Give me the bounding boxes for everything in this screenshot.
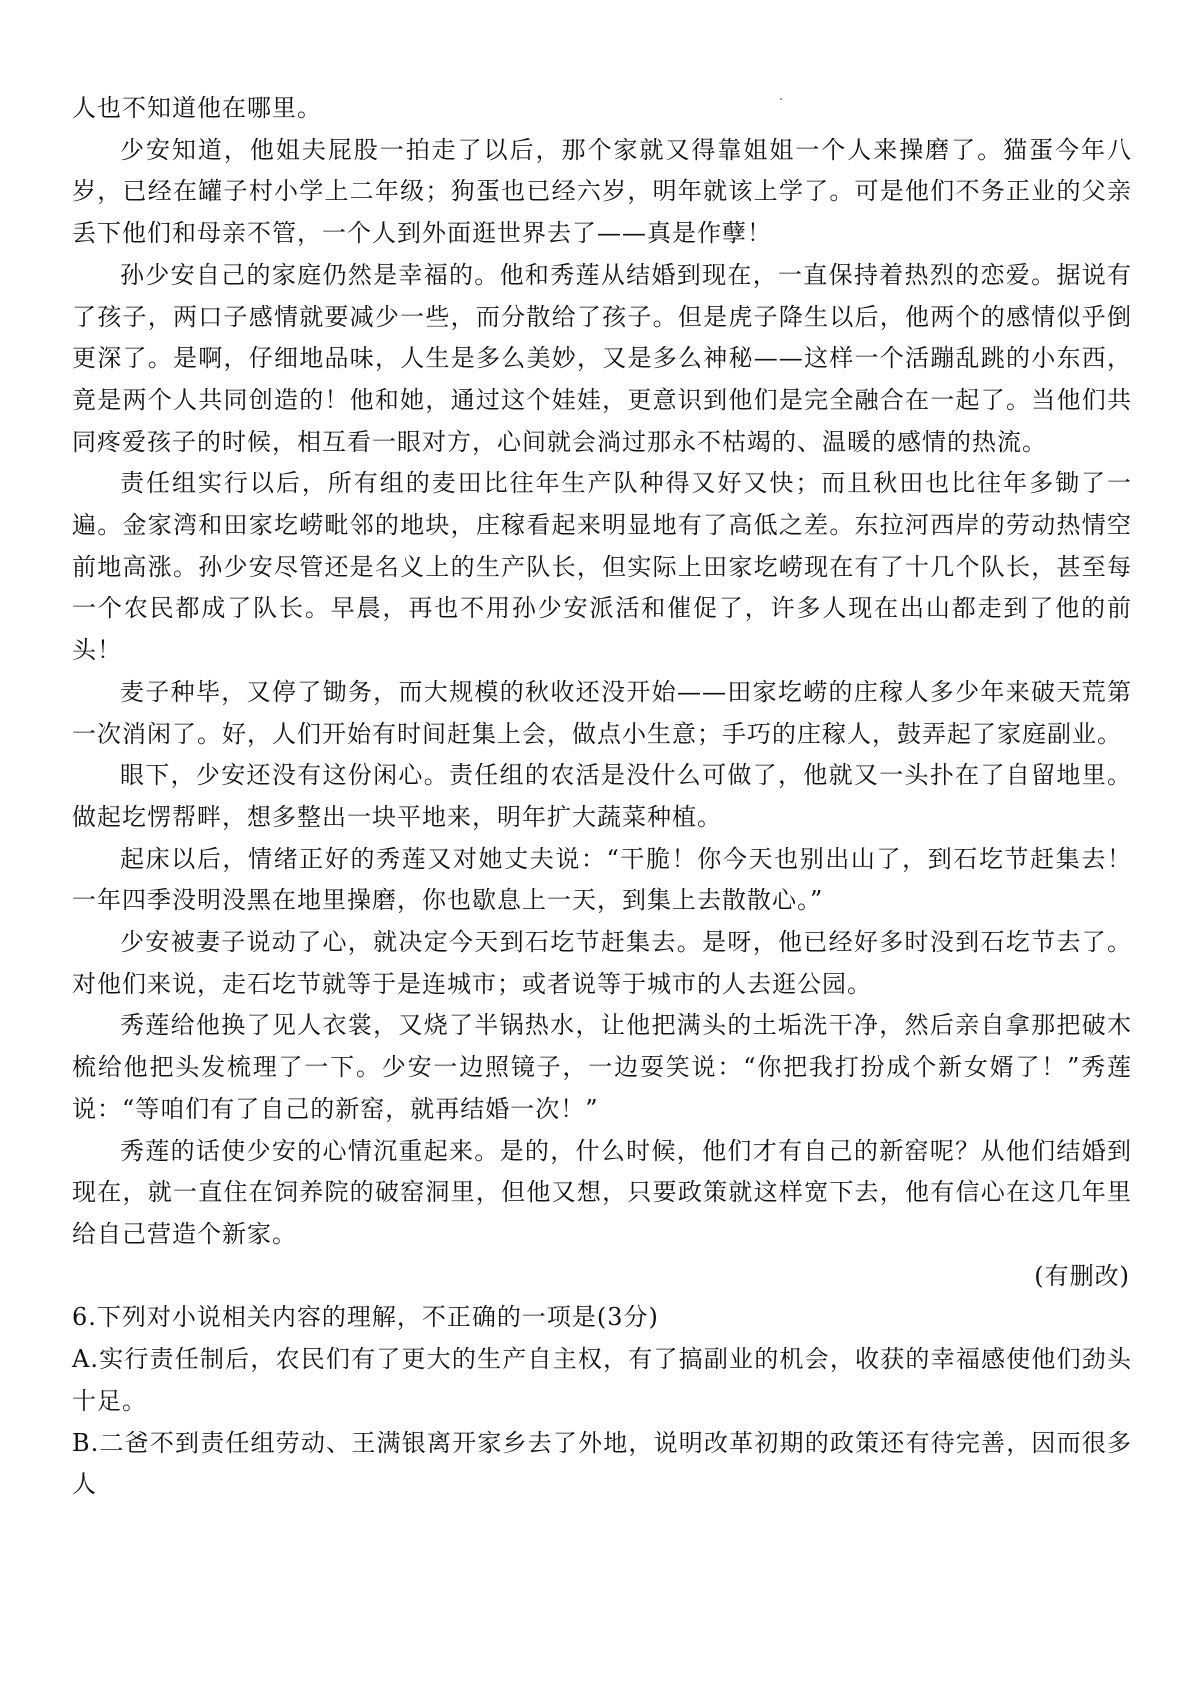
passage-paragraph-2: 少安知道，他姐夫屁股一拍走了以后，那个家就又得靠姐姐一个人来操磨了。猫蛋今年八岁，已经在罐子村小学上二年级；狗蛋也已经六岁，明年就该上学了。可是他们不务正业的父亲丢下他们和母亲不管，一个人到外面逛世界去了——真是作孽！ — [72, 135, 1132, 248]
passage-paragraph-3: 孙少安自己的家庭仍然是幸福的。他和秀莲从结婚到现在，一直保持着热烈的恋爱。据说有了孩子，两口子感情就要减少一些，而分散给了孩子。但是虎子降生以后，他两个的感情似乎倒更深了。是啊，仔细地品味，人生是多么美妙，又是多么神秘——这样一个活蹦乱跳的小东西，竟是两个人共同创造的！他和她，通过这个娃娃，更意识到他们是完全融合在一起了。当他们共同疼爱孩子的时候，相互看一眼对方，心间就会淌过那永不枯竭的、温暖的感情的热流。 — [72, 260, 1132, 456]
question-option-a: A.实行责任制后，农民们有了更大的生产自主权，有了搞副业的机会，收获的幸福感使他们劲头十足。 — [72, 1345, 1132, 1415]
question-stem: 6.下列对小说相关内容的理解，不正确的一项是(3分) — [72, 1303, 659, 1332]
passage-paragraph-7: 起床以后，情绪正好的秀莲又对她丈夫说：“干脆！你今天也别出山了，到石圪节赶集去！一年四季没明没黑在地里操磨，你也歇息上一天，到集上去散散心。” — [72, 844, 1132, 915]
passage-paragraph-9: 秀莲给他换了见人衣裳，又烧了半锅热水，让他把满头的土垢洗干净，然后亲自拿那把破木梳给他把头发梳理了一下。少安一边照镜子，一边耍笑说：“你把我打扮成个新女婿了！”秀莲说：“等咱们有了自己的新窑，就再结婚一次！” — [72, 1011, 1132, 1123]
passage-paragraph-4: 责任组实行以后，所有组的麦田比往年生产队种得又好又快；而且秋田也比往年多锄了一遍。金家湾和田家圪崂毗邻的地块，庄稼看起来明显地有了高低之差。东拉河西岸的劳动热情空前地高涨。孙少安尽管还是名义上的生产队长，但实际上田家圪崂现在有了十几个队长，甚至每一个农民都成了队长。早晨，再也不用孙少安派活和催促了，许多人现在出山都走到了他的前头！ — [72, 469, 1132, 665]
passage-paragraph-10: 秀莲的话使少安的心情沉重起来。是的，什么时候，他们才有自己的新窑呢？从他们结婚到现在，就一直住在饲养院的破窑洞里，但他又想，只要政策就这样宽下去，他有信心在这几年里给自己营造个新家。 — [72, 1136, 1132, 1248]
passage-paragraph-6: 眼下，少安还没有这份闲心。责任组的农活是没什么可做了，他就又一头扑在了自留地里。做起圪愣帮畔，想多整出一块平地来，明年扩大蔬菜种植。 — [72, 761, 1132, 831]
passage-paragraph-8: 少安被妻子说动了心，就决定今天到石圪节赶集去。是呀，他已经好多时没到石圪节去了。对他们来说，走石圪节就等于是连城市；或者说等于城市的人去逛公园。 — [72, 928, 1132, 998]
source-note: (有删改) — [1034, 1261, 1130, 1290]
passage-paragraph-1: 人也不知道他在哪里。 — [72, 94, 322, 122]
passage-column — [72, 88, 1132, 1506]
question-option-b: B.二爸不到责任组劳动、王满银离开家乡去了外地，说明改革初期的政策还有待完善，因而很多人 — [72, 1428, 1132, 1499]
passage-paragraph-5: 麦子种毕，又停了锄务，而大规模的秋收还没开始——田家圪崂的庄稼人多少年来破天荒第一次消闲了。好，人们开始有时间赶集上会，做点小生意；手巧的庄稼人，鼓弄起了家庭副业。 — [72, 677, 1132, 748]
